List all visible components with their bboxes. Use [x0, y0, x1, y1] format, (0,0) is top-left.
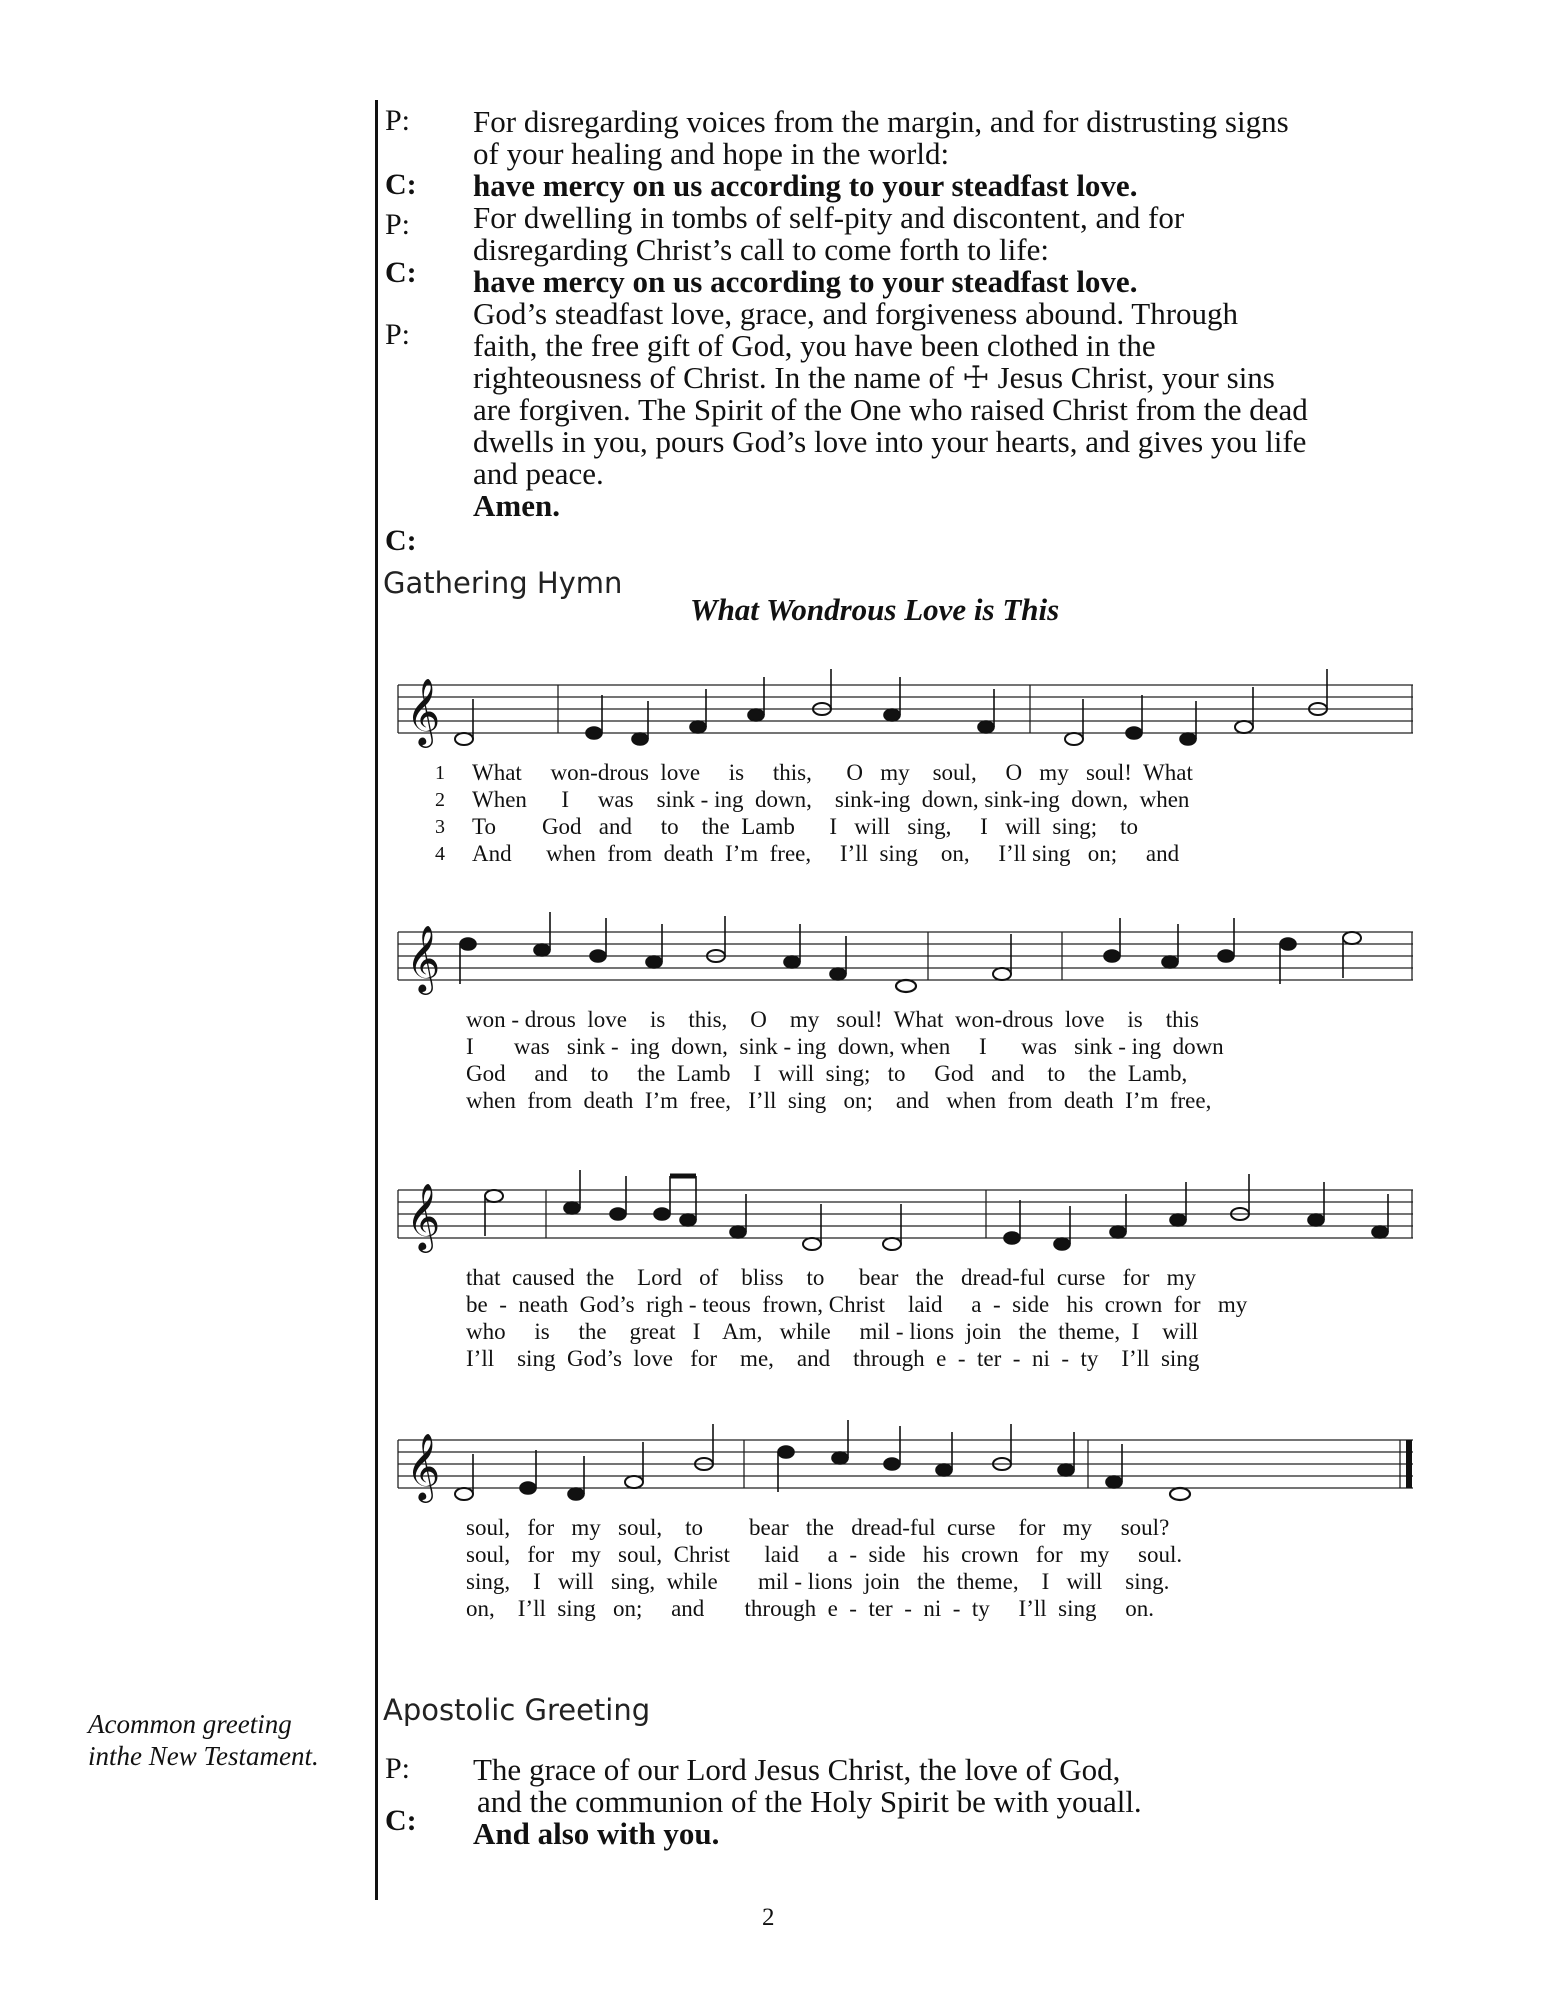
absolution-line: righteousness of Christ. In the name of ☩ Jesus Christ, your sins: [473, 360, 1275, 395]
liturgy-line: disregarding Christ’s call to come forth to life:: [473, 232, 1049, 267]
verse-number: 3: [435, 816, 445, 838]
speaker-label: C:: [385, 256, 417, 289]
lyric-line: I was sink - ing down, sink - ing down, when I was sink - ing down: [466, 1034, 1224, 1059]
speaker-label: P:: [385, 208, 411, 241]
greeting-response: And also with you.: [473, 1816, 720, 1851]
svg-text:𝄞: 𝄞: [406, 924, 441, 992]
margin-rule: [375, 100, 378, 1900]
absolution-line: dwells in you, pours God’s love into your hearts, and gives you life: [473, 424, 1307, 459]
section-heading-greeting: Apostolic Greeting: [383, 1693, 651, 1727]
lyrics-block: [466, 1515, 1412, 1625]
lyric-line: To God and to the Lamb I will sing, I will sing; to: [472, 814, 1138, 839]
verse-number: 2: [435, 789, 445, 811]
greeting-line: and the communion of the Holy Spirit be with youall.: [477, 1784, 1142, 1819]
speaker-label: P:: [385, 104, 411, 137]
margin-note-line: Acommon greeting: [88, 1709, 292, 1739]
lyric-line: on, I’ll sing on; and through e - ter - ni - ty I’ll sing on.: [466, 1596, 1155, 1621]
absolution-line: God’s steadfast love, grace, and forgiveness abound. Through: [473, 296, 1239, 331]
music-staff: [398, 1170, 1413, 1262]
lyrics-block: [472, 760, 1412, 870]
verse-number: 1: [435, 762, 445, 784]
speaker-label: C:: [385, 168, 417, 201]
lyric-line: who is the great I Am, while mil - lions join the theme, I will: [466, 1319, 1199, 1344]
absolution-line: and peace.: [473, 456, 604, 491]
liturgy-response: have mercy on us according to your steadfast love.: [473, 264, 1138, 299]
lyric-line: that caused the Lord of bliss to bear the dread-ful curse for my: [466, 1265, 1197, 1290]
section-heading-hymn: Gathering Hymn: [383, 566, 623, 600]
hymn-title: What Wondrous Love is This: [690, 592, 1060, 627]
liturgy-line: of your healing and hope in the world:: [473, 136, 950, 171]
amen-response: Amen.: [473, 488, 560, 523]
lyric-line: soul, for my soul, to bear the dread-ful curse for my soul?: [466, 1515, 1170, 1540]
liturgy-line: For dwelling in tombs of self-pity and discontent, and for: [473, 200, 1185, 235]
page-number: 2: [762, 1904, 775, 1931]
lyric-line: And when from death I’m free, I’ll sing on, I’ll sing on; and: [472, 841, 1180, 866]
speaker-label: P:: [385, 1752, 411, 1785]
svg-text:𝄞: 𝄞: [406, 1432, 441, 1500]
margin-note-line: inthe New Testament.: [88, 1741, 319, 1771]
lyric-line: sing, I will sing, while mil - lions join the theme, I will sing.: [466, 1569, 1170, 1594]
lyric-line: when from death I’m free, I’ll sing on; and when from death I’m free,: [466, 1088, 1212, 1113]
speaker-label: P:: [385, 318, 411, 351]
liturgy-response: have mercy on us according to your steadfast love.: [473, 168, 1138, 203]
margin-note: [88, 1708, 319, 1772]
absolution-line: are forgiven. The Spirit of the One who raised Christ from the dead: [473, 392, 1308, 427]
liturgy-line: For disregarding voices from the margin, and for distrusting signs: [473, 104, 1289, 139]
music-staff: [398, 912, 1413, 1004]
absolution-line: faith, the free gift of God, you have been clothed in the: [473, 328, 1156, 363]
lyric-line: God and to the Lamb I will sing; to God and to the Lamb,: [466, 1061, 1188, 1086]
lyrics-block: [466, 1007, 1406, 1117]
verse-number: 4: [435, 843, 445, 865]
speaker-label: C:: [385, 1804, 417, 1837]
lyric-line: be - neath God’s righ - teous frown, Christ laid a - side his crown for my: [466, 1292, 1248, 1317]
greeting-line: The grace of our Lord Jesus Christ, the love of God,: [473, 1752, 1121, 1787]
lyrics-block: [466, 1265, 1412, 1375]
lyric-line: When I was sink - ing down, sink-ing down, sink-ing down, when: [472, 787, 1190, 812]
lyric-line: I’ll sing God’s love for me, and through e - ter - ni - ty I’ll sing: [466, 1346, 1200, 1371]
svg-text:𝄞: 𝄞: [406, 1182, 441, 1250]
lyric-line: soul, for my soul, Christ laid a - side his crown for my soul.: [466, 1542, 1183, 1567]
speaker-label: C:: [385, 524, 417, 557]
lyric-line: What won-drous love is this, O my soul, O my soul! What: [472, 760, 1193, 785]
lyric-line: won - drous love is this, O my soul! What won-drous love is this: [466, 1007, 1199, 1032]
music-staff: [398, 1420, 1413, 1512]
music-staff: [398, 665, 1413, 757]
svg-text:𝄞: 𝄞: [406, 677, 441, 745]
